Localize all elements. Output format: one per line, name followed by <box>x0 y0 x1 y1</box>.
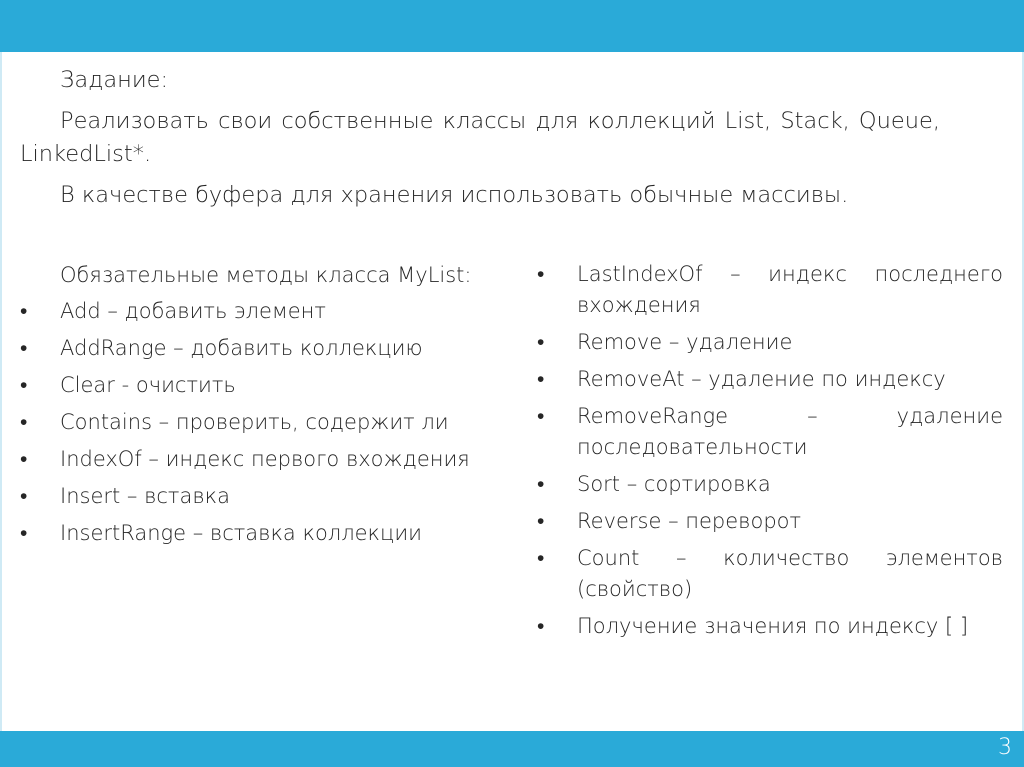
list-item <box>537 364 1003 395</box>
list-item-text: Contains – проверить, содержит ли <box>60 410 449 434</box>
list-item <box>20 333 500 363</box>
bullet-icon: • <box>537 404 545 428</box>
list-item-text: Sort – сортировка <box>577 472 771 496</box>
list-item <box>537 401 1003 463</box>
bottom-accent-bar <box>0 731 1024 767</box>
list-item-text: Reverse – переворот <box>577 509 802 533</box>
methods-list-right <box>537 259 1003 642</box>
list-item-text: RemoveRange – удаление последовательности <box>577 404 1003 459</box>
list-item <box>537 611 1003 642</box>
list-item-text: IndexOf – индекс первого вхождения <box>60 447 470 471</box>
methods-right-column <box>537 259 1003 648</box>
bullet-icon: • <box>537 330 545 354</box>
list-item-text: Remove – удаление <box>577 330 793 354</box>
bullet-icon: • <box>20 484 28 508</box>
list-item <box>20 370 500 400</box>
list-item <box>537 259 1003 321</box>
bullet-icon: • <box>537 546 545 570</box>
bullet-icon: • <box>20 336 28 360</box>
list-item <box>20 518 500 548</box>
list-item-text: Count – количество элементов (свойство) <box>577 546 1003 601</box>
list-item <box>537 543 1003 605</box>
frame-left-border <box>0 52 2 731</box>
task-description <box>20 64 940 212</box>
list-item-text: Получение значения по индексу [ ] <box>577 614 969 638</box>
task-text: Реализовать свои собственные классы для коллекций List, Stack, Queue, LinkedList*. <box>20 108 940 167</box>
top-accent-bar <box>0 0 1024 52</box>
bullet-icon: • <box>20 410 28 434</box>
bullet-icon: • <box>20 521 28 545</box>
list-item <box>20 481 500 511</box>
list-item-text: Insert – вставка <box>60 484 230 508</box>
list-item <box>20 444 500 474</box>
bullet-icon: • <box>537 472 545 496</box>
list-item-text: Clear - очистить <box>60 373 236 397</box>
list-item-text: RemoveAt – удаление по индексу <box>577 367 946 391</box>
methods-list-left <box>20 296 500 548</box>
list-item <box>20 407 500 437</box>
task-label: Задание: <box>60 67 169 93</box>
list-item <box>20 296 500 326</box>
bullet-icon: • <box>537 367 545 391</box>
bullet-icon: • <box>20 447 28 471</box>
page-number: 3 <box>998 735 1012 760</box>
list-item-text: Add – добавить элемент <box>60 299 326 323</box>
list-item <box>537 469 1003 500</box>
methods-heading: Обязательные методы класса MyList: <box>60 263 472 287</box>
list-item-text: InsertRange – вставка коллекции <box>60 521 422 545</box>
bullet-icon: • <box>20 299 28 323</box>
bullet-icon: • <box>537 262 545 286</box>
bullet-icon: • <box>537 509 545 533</box>
list-item <box>537 327 1003 358</box>
methods-left-column <box>20 258 500 555</box>
list-item <box>537 506 1003 537</box>
list-item-text: AddRange – добавить коллекцию <box>60 336 423 360</box>
bullet-icon: • <box>20 373 28 397</box>
list-item-text: LastIndexOf – индекс последнего вхождения <box>577 262 1003 317</box>
buffer-text: В качестве буфера для хранения использовать обычные массивы. <box>60 182 849 208</box>
bullet-icon: • <box>537 614 545 638</box>
